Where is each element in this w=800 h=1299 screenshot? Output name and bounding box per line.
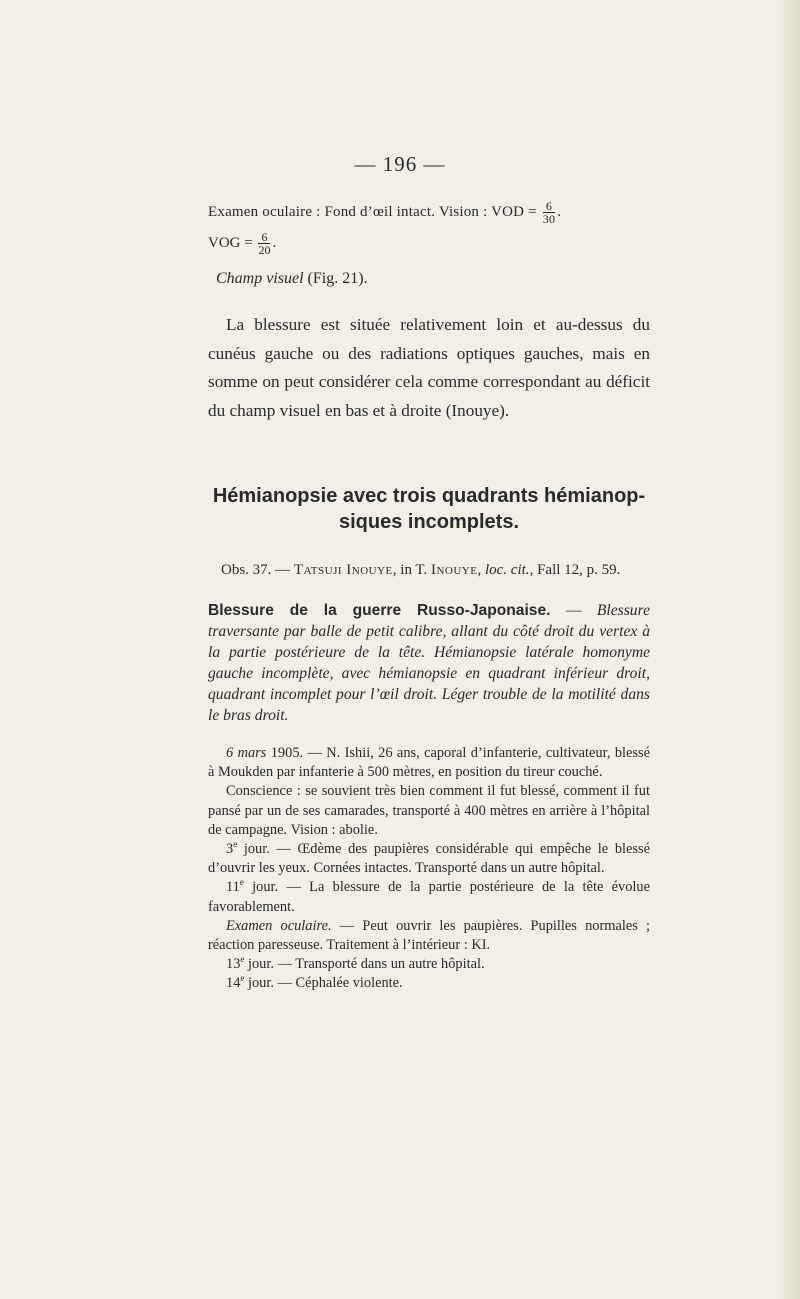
day-14-number: 14: [226, 975, 241, 992]
vog-line: VOG = $\frac{6}{20}$ .: [208, 230, 277, 257]
day-13-text: jour. — Transporté dans un autre hôpital.: [244, 956, 485, 973]
day-13-sup: e: [240, 954, 245, 965]
entry-date-label: 6 mars: [226, 745, 267, 761]
entry-day-14: [208, 974, 650, 993]
summary-text: Blessure traversante par balle de petit calibre, allant du côté droit du vertex à la partie postérieure de la tête. Hémianopsie latérale homonyme gauche incomplète, avec hémianopsie en quadrant inférieur droit, quadrant incomplet pour l’œil droit. Léger trouble de la motilité dans le bras droit.: [208, 602, 650, 724]
obs-sep: ,: [477, 562, 485, 578]
vod-fraction: [543, 200, 555, 225]
obs-author: Tatsuji Inouye: [293, 562, 393, 578]
entry-date-text: 1905. — N. Ishii, 26 ans, caporal d’infanterie, cultivateur, blessé à Moukden par infanterie à 500 mètres, en position du tireur couché.: [208, 745, 650, 781]
day-3-text: jour. — Œdème des paupières considérable qui empêche le blessé d’ouvrir les yeux. Cornées intactes. Transporté dans un autre hôpital.: [208, 841, 650, 877]
exam-oculaire-line: Examen oculaire : Fond d’œil intact. Vision : VOD = $\frac{6}{30}$ .: [208, 199, 562, 226]
examen-label: Examen oculaire.: [226, 917, 332, 934]
obs-mid: , in T.: [392, 562, 431, 578]
entry-day-13: [208, 955, 650, 974]
day-14-text: jour. — Céphalée violente.: [244, 975, 403, 992]
entry-conscience: Conscience : se souvient très bien comment il fut blessé, comment il fut pansé par un de ses camarades, transporté à 400 mètres en arrière à l’hôpital de campagne. Vision : abolie.: [208, 783, 650, 838]
entry-day-3: [208, 840, 650, 878]
day-11-number: 11: [226, 879, 240, 896]
vog-numerator: 6: [258, 231, 270, 244]
champ-figure-ref: (Fig. 21).: [307, 270, 368, 287]
vod-denominator: 30: [542, 212, 556, 226]
day-3-number: 3: [226, 841, 234, 858]
exam-text: Examen oculaire : Fond d’œil intact. Vision : VOD =: [208, 203, 541, 220]
day-14-sup: e: [240, 973, 245, 984]
observation-reference: [221, 562, 620, 579]
vog-denominator: 20: [258, 243, 271, 257]
entry-examen: [208, 917, 650, 955]
vog-fraction: [258, 231, 270, 256]
summary-lead: Blessure de la guerre Russo-Japonaise.: [208, 602, 551, 619]
vog-label: VOG =: [208, 234, 257, 251]
vod-numerator: 6: [543, 200, 555, 213]
entry-day-11: [208, 878, 650, 916]
paragraph-blessure: La blessure est située relativement loin et au-dessus du cunéus gauche ou des radiations optiques gauches, mais en somme on peut considérer cela comme correspondant au déficit du champ visuel en bas et à droite (Inouye).: [208, 315, 650, 420]
day-13-number: 13: [226, 956, 241, 973]
day-11-sup: e: [239, 877, 244, 888]
page-edge-shadow: [774, 0, 800, 1299]
section-heading: Hémianopsie avec trois quadrants hémianop-siques incomplets.: [212, 485, 646, 533]
champ-label: Champ visuel: [216, 270, 304, 287]
champ-visuel-line: [216, 270, 368, 288]
case-summary: [208, 600, 650, 726]
obs-author2: Inouye: [430, 562, 478, 578]
obs-loc: loc. cit.: [484, 562, 530, 578]
case-body: [208, 744, 650, 994]
obs-label: Obs. 37. —: [221, 562, 294, 578]
day-3-sup: e: [233, 839, 238, 850]
examen-text: — Peut ouvrir les paupières. Pupilles normales ; réaction paresseuse. Traitement à l’intérieur : KI.: [208, 917, 650, 954]
day-11-text: jour. — La blessure de la partie postérieure de la tête évolue favorablement.: [208, 879, 650, 915]
summary-dash: —: [550, 602, 597, 619]
entry-date: [208, 744, 650, 782]
page-number: — 196 —: [354, 152, 446, 176]
obs-rest: , Fall 12, p. 59.: [529, 562, 621, 578]
